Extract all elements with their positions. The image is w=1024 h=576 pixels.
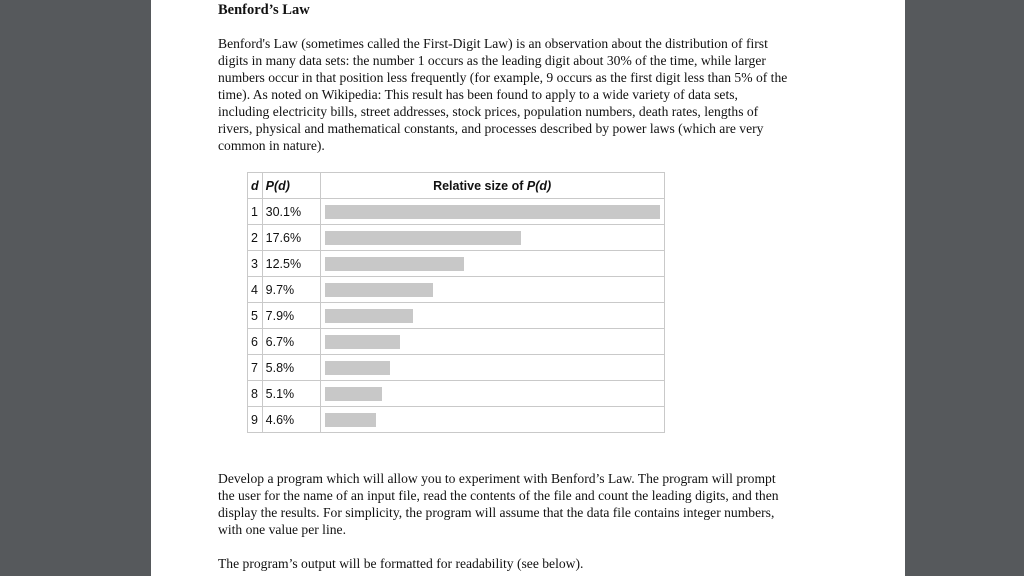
bar-cell: [320, 381, 664, 407]
intro-paragraph: [218, 35, 843, 154]
digit-cell: 9: [248, 407, 263, 433]
bar-digit-2: [325, 231, 521, 245]
intro-line: time). As noted on Wikipedia: This result has been found to apply to a wide variety of data sets,: [218, 87, 738, 102]
bar-cell: [320, 407, 664, 433]
task-line: the user for the name of an input file, read the contents of the file and count the leading digits, and then: [218, 488, 779, 503]
table-row: [248, 329, 665, 355]
digit-cell: 2: [248, 225, 263, 251]
bar-digit-6: [325, 335, 400, 349]
bar-cell: [320, 199, 664, 225]
digit-cell: 3: [248, 251, 263, 277]
digit-cell: 5: [248, 303, 263, 329]
probability-cell: 7.9%: [262, 303, 320, 329]
intro-line: numbers occur in that position less frequently (for example, 9 occurs as the first digit less than 5% of the: [218, 70, 788, 85]
probability-cell: 12.5%: [262, 251, 320, 277]
bar-cell: [320, 329, 664, 355]
bar-digit-4: [325, 283, 433, 297]
probability-cell: 5.1%: [262, 381, 320, 407]
bar-digit-5: [325, 309, 413, 323]
intro-line: rivers, physical and mathematical constants, and processes described by power laws (which are very: [218, 121, 764, 136]
table-row: [248, 381, 665, 407]
digit-cell: 7: [248, 355, 263, 381]
header-p: P(d): [262, 173, 320, 199]
bar-digit-3: [325, 257, 464, 271]
probability-cell: 4.6%: [262, 407, 320, 433]
benford-table: [247, 172, 665, 433]
bar-digit-1: [325, 205, 660, 219]
probability-cell: 9.7%: [262, 277, 320, 303]
intro-line: common in nature).: [218, 138, 325, 153]
task-line: with one value per line.: [218, 522, 346, 537]
bar-cell: [320, 225, 664, 251]
task-line: Develop a program which will allow you to experiment with Benford’s Law. The program will prompt: [218, 471, 776, 486]
table-row: [248, 251, 665, 277]
bar-cell: [320, 277, 664, 303]
probability-cell: 5.8%: [262, 355, 320, 381]
digit-cell: 8: [248, 381, 263, 407]
bar-digit-8: [325, 387, 382, 401]
table-row: [248, 355, 665, 381]
probability-cell: 17.6%: [262, 225, 320, 251]
probability-cell: 6.7%: [262, 329, 320, 355]
probability-cell: 30.1%: [262, 199, 320, 225]
digit-cell: 1: [248, 199, 263, 225]
bar-cell: [320, 303, 664, 329]
table-row: [248, 277, 665, 303]
page-title: Benford’s Law: [218, 2, 310, 18]
output-note: The program’s output will be formatted for readability (see below).: [218, 556, 584, 571]
header-d: d: [248, 173, 263, 199]
intro-line: digits in many data sets: the number 1 occurs as the leading digit about 30% of the time, while larger: [218, 53, 766, 68]
task-paragraph: [218, 470, 843, 538]
table-row: [248, 225, 665, 251]
task-line: display the results. For simplicity, the program will assume that the data file contains integer numbers,: [218, 505, 775, 520]
table-row: [248, 199, 665, 225]
bar-digit-7: [325, 361, 390, 375]
table-header-row: [248, 173, 665, 199]
intro-line: Benford's Law (sometimes called the First-Digit Law) is an observation about the distribution of first: [218, 36, 768, 51]
document-page: [151, 0, 905, 576]
bar-cell: [320, 355, 664, 381]
header-relative-size: Relative size of P(d): [320, 173, 664, 199]
digit-cell: 6: [248, 329, 263, 355]
table-row: [248, 303, 665, 329]
bar-cell: [320, 251, 664, 277]
digit-cell: 4: [248, 277, 263, 303]
table-row: [248, 407, 665, 433]
intro-line: including electricity bills, street addresses, stock prices, population numbers, death rates, lengths of: [218, 104, 759, 119]
bar-digit-9: [325, 413, 376, 427]
